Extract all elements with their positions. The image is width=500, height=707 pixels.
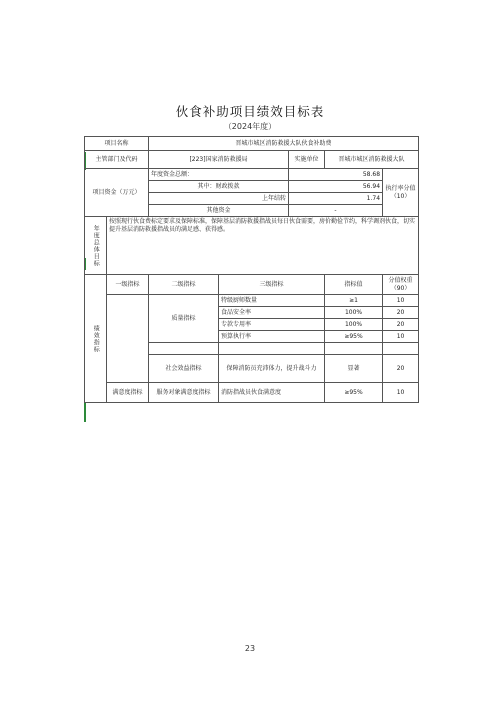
- satisfaction-indicator-value: ≥95%: [325, 383, 383, 403]
- row-weight: 10: [383, 331, 419, 343]
- satisfaction-indicator-name: 消防指战员伙食满意度: [219, 383, 325, 403]
- project-name-label: 项目名称: [85, 137, 149, 151]
- row-name: 特级厨师数量: [219, 295, 325, 307]
- satisfaction-indicator-weight: 10: [383, 383, 419, 403]
- header-weight: 分值权重（90）: [383, 275, 419, 295]
- funds-carryover-label: 上年结转: [149, 193, 289, 205]
- funds-total-value: 58.68: [289, 169, 383, 181]
- social-indicator-weight: 20: [383, 355, 419, 383]
- row-name: 专款专用率: [219, 319, 325, 331]
- funds-fiscal-label: 其中：财政拨款: [149, 181, 289, 193]
- blank-cell: [219, 343, 325, 355]
- green-margin-mark: [84, 402, 86, 422]
- blank-cell: [149, 343, 219, 355]
- social-indicator-name: 保障消防员充沛体力，提升战斗力: [219, 355, 325, 383]
- header-level1: 一级指标: [107, 275, 149, 295]
- annual-goal-label: 年度总体目标: [85, 217, 107, 275]
- page-title: 伙食补助项目绩效目标表: [175, 104, 325, 119]
- page-number: 23: [244, 644, 256, 653]
- quality-indicator-label: 质量指标: [149, 295, 219, 343]
- row-name: 食品安全率: [219, 307, 325, 319]
- level1-blank: [107, 295, 149, 383]
- dept-label: 主管部门及代码: [85, 151, 149, 169]
- row-value: 100%: [325, 307, 383, 319]
- row-value: 100%: [325, 319, 383, 331]
- perf-label: 绩效指标: [85, 275, 107, 403]
- social-indicator-value: 显著: [325, 355, 383, 383]
- funds-label: 项目资金（万元）: [85, 169, 149, 217]
- satisfaction-level1: 满意度指标: [107, 383, 149, 403]
- dept-value: [223]国家消防救援局: [149, 151, 289, 169]
- blank-cell: [383, 343, 419, 355]
- header-level3: 三级指标: [219, 275, 325, 295]
- annual-goal-text: 按照现行伙食费标定要求及保障标准，保障基层消防救援指战员每日伙食需要，房价勤俭节约，科学调剂伙食，切实提升基层消防救援指战员的满足感、获得感。: [107, 217, 419, 275]
- unit-label: 实施单位: [289, 151, 325, 169]
- blank-cell: [325, 343, 383, 355]
- funds-carryover-value: 1.74: [289, 193, 383, 205]
- row-name: 预算执行率: [219, 331, 325, 343]
- row-weight: 10: [383, 295, 419, 307]
- project-name-value: 晋城市城区消防救援大队伙食补助费: [149, 137, 419, 151]
- satisfaction-level2: 服务对象满意度指标: [149, 383, 219, 403]
- funds-other-label: 其他资金: [149, 205, 289, 217]
- row-value: ≥1: [325, 295, 383, 307]
- row-weight: 20: [383, 319, 419, 331]
- header-level2: 二级指标: [149, 275, 219, 295]
- funds-other-value: -: [289, 205, 383, 217]
- performance-target-table: [84, 136, 419, 403]
- header-value: 指标值: [325, 275, 383, 295]
- exec-rate-label: 执行率分值（10）: [383, 169, 419, 217]
- funds-fiscal-value: 56.94: [289, 181, 383, 193]
- row-weight: 20: [383, 307, 419, 319]
- social-indicator-label: 社会效益指标: [149, 355, 219, 383]
- row-value: ≥95%: [325, 331, 383, 343]
- page-subtitle: （2024年度）: [223, 122, 277, 131]
- unit-value: 晋城市城区消防救援大队: [325, 151, 419, 169]
- funds-total-label: 年度资金总额：: [149, 169, 289, 181]
